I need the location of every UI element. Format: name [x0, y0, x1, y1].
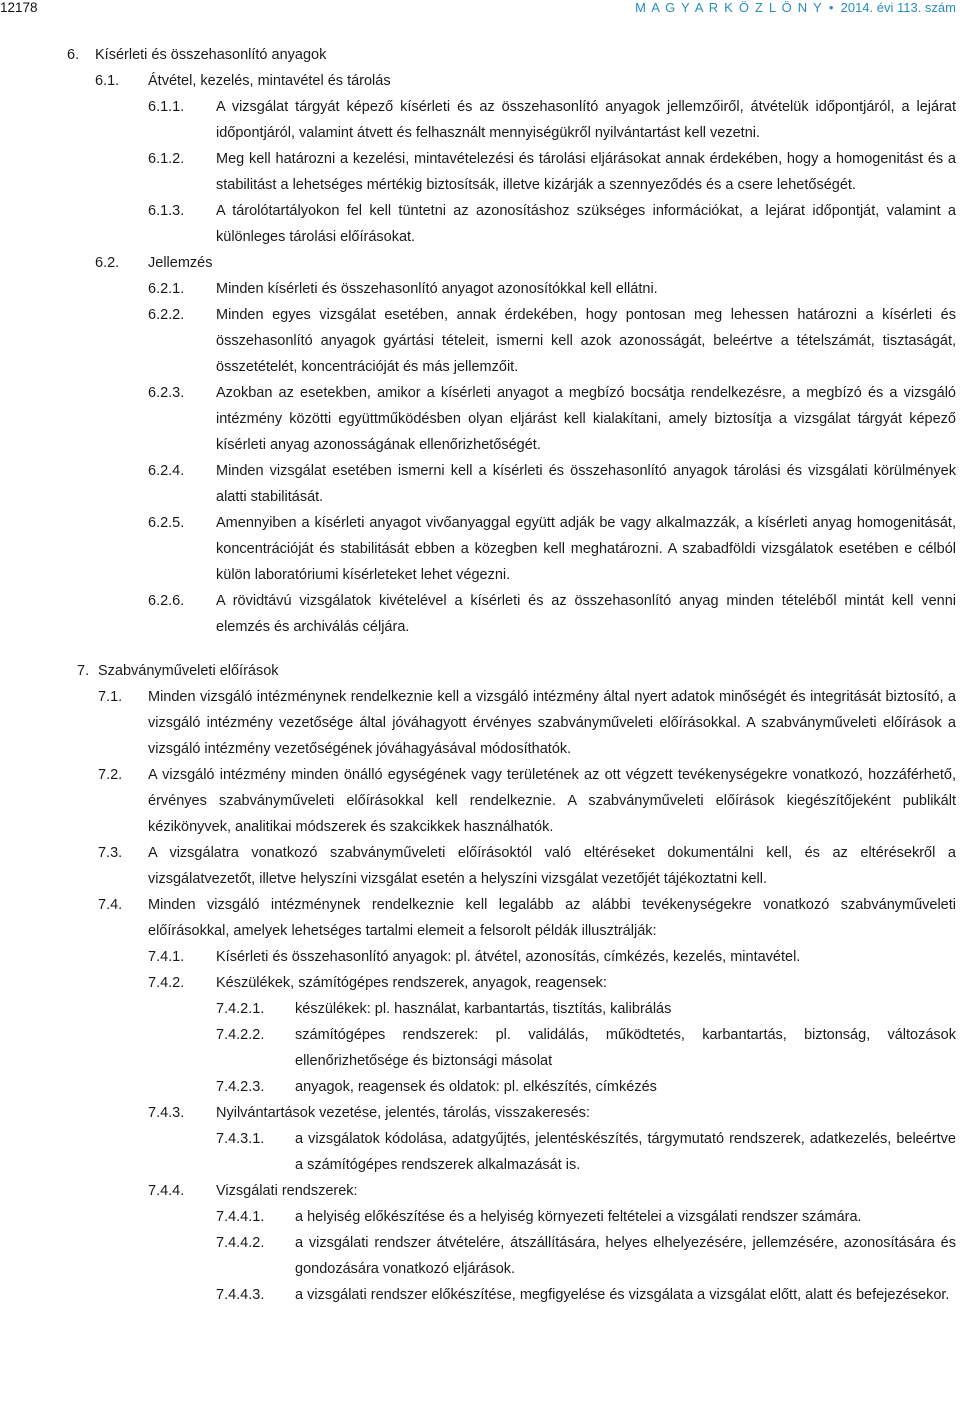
list-item: [0, 1282, 960, 1308]
list-item: [0, 684, 960, 762]
list-item: [0, 1230, 960, 1282]
item-number: 6.1.1.: [148, 99, 185, 115]
list-item: [0, 510, 960, 588]
item-text: Jellemzés: [148, 255, 213, 271]
item-number: 7.4.: [98, 897, 123, 913]
item-number: 7.4.4.3.: [216, 1287, 265, 1303]
item-number: 7.2.: [98, 767, 123, 783]
item-number: 7.4.2.1.: [216, 1001, 265, 1017]
item-text: a vizsgálatok kódolása, adatgyűjtés, jelentéskészítés, tárgymutató rendszerek, adatkezelés, beleértve a számítógépes rendszerek alkalmazását is.: [295, 1131, 956, 1173]
list-item: [0, 276, 960, 302]
item-text: Kísérleti és összehasonlító anyagok: pl. átvétel, azonosítás, címkézés, kezelés, mintavétel.: [216, 949, 801, 965]
item-number: 6.1.2.: [148, 151, 185, 167]
item-text: A vizsgáló intézmény minden önálló egységének vagy területének az ott végzett tevékenységekre vonatkozó, hozzáférhető, érvényes szabványműveleti előírásokkal kell rendelkeznie. A szabványműveleti előírások kiegészítőjeként publikált kézikönyvek, analitikai módszerek és szakcikkek használhatók.: [148, 767, 956, 835]
list-item: [0, 458, 960, 510]
item-number: 6.1.: [95, 73, 120, 89]
list-item: [0, 1100, 960, 1126]
section-gap: [0, 640, 960, 658]
item-number: 7.3.: [98, 845, 123, 861]
document-body: [0, 42, 960, 1308]
item-text: Átvétel, kezelés, mintavétel és tárolás: [148, 73, 391, 89]
header-bullet: •: [828, 0, 835, 15]
running-head: [635, 0, 956, 15]
item-text: Nyilvántartások vezetése, jelentés, tárolás, visszakeresés:: [216, 1105, 590, 1121]
list-item: [0, 658, 960, 684]
list-item: [0, 588, 960, 640]
list-item: [0, 68, 960, 94]
list-item: [0, 840, 960, 892]
item-text: A vizsgálat tárgyát képező kísérleti és az összehasonlító anyagok jellemzőiről, átvételük időpontjáról, a lejárat időpontjáról, valamint átvett és felhasznált mennyiségükről nyilvántartást kell vezetni.: [216, 99, 956, 141]
item-text: készülékek: pl. használat, karbantartás, tisztítás, kalibrálás: [295, 1001, 672, 1017]
item-text: számítógépes rendszerek: pl. validálás, működtetés, karbantartás, biztonság, változások ellenőrizhetősége és biztonsági másolat: [295, 1027, 956, 1069]
item-number: 7.4.2.: [148, 975, 185, 991]
item-text: Minden egyes vizsgálat esetében, annak érdekében, hogy pontosan meg lehessen határozni a kísérleti és összehasonlító anyagok gyártási tételeit, ismerni kell azok azonosságát, beleértve a tételszámát, tisztaságát, összetételét, koncentrációját és más jellemzőit.: [216, 307, 956, 375]
item-text: Meg kell határozni a kezelési, mintavételezési és tárolási eljárásokat annak érdekében, hogy a homogenitást és a stabilitást a lehetséges mértékig biztosítsák, illetve kizárják a szennyeződés és a csere lehetőségét.: [216, 151, 956, 193]
item-text: Azokban az esetekben, amikor a kísérleti anyagot a megbízó bocsátja rendelkezésre, a megbízó és a vizsgáló intézmény közötti együttműködésben olyan eljárást kell kialakítani, amely biztosítja a vizsgálat tárgyát képező kísérleti anyag azonosságának ellenőrizhetőségét.: [216, 385, 956, 453]
list-item: [0, 94, 960, 146]
item-text: Készülékek, számítógépes rendszerek, anyagok, reagensek:: [216, 975, 607, 991]
item-text: Amennyiben a kísérleti anyagot vivőanyaggal együtt adják be vagy alkalmazzák, a kísérleti anyag homogenitását, koncentrációját és stabilitását ebben a közegben kell meghatározni. A szabadföldi vizsgálatok esetében e célból külön laboratóriumi kísérleteket lehet végezni.: [216, 515, 956, 583]
item-number: 7.4.2.2.: [216, 1027, 265, 1043]
item-number: 6.2.5.: [148, 515, 185, 531]
item-text: a vizsgálati rendszer előkészítése, megfigyelése és vizsgálata a vizsgálat előtt, alatt és befejezésekor.: [295, 1287, 950, 1303]
item-number: 6.2.2.: [148, 307, 185, 323]
item-text: A tárolótartályokon fel kell tüntetni az azonosításhoz szükséges információkat, a lejárat időpontját, valamint a különleges tárolási előírásokat.: [216, 203, 956, 245]
item-number: 7.4.4.1.: [216, 1209, 265, 1225]
page-header: [0, 0, 960, 22]
item-number: 6.2.4.: [148, 463, 185, 479]
list-item: [0, 302, 960, 380]
item-number: 6.1.3.: [148, 203, 185, 219]
item-number: 7.4.1.: [148, 949, 185, 965]
item-number: 7.4.3.: [148, 1105, 185, 1121]
list-item: [0, 198, 960, 250]
list-item: [0, 1074, 960, 1100]
list-item: [0, 1022, 960, 1074]
item-number: 7.4.4.2.: [216, 1235, 265, 1251]
list-item: [0, 970, 960, 996]
item-number: 7.4.4.: [148, 1183, 185, 1199]
item-text: Szabványműveleti előírások: [98, 663, 279, 679]
item-text: A vizsgálatra vonatkozó szabványműveleti előírásoktól való eltéréseket dokumentálni kell, és az eltérésekről a vizsgálatvezetőt, illetve helyszíni vizsgálat esetén a helyszíni vizsgálat vezetőjét tájékoztatni kell.: [148, 845, 956, 887]
list-item: [0, 146, 960, 198]
list-item: [0, 892, 960, 944]
item-text: anyagok, reagensek és oldatok: pl. elkészítés, címkézés: [295, 1079, 657, 1095]
item-text: Vizsgálati rendszerek:: [216, 1183, 358, 1199]
page-number: 12178: [0, 0, 38, 15]
item-text: Minden vizsgáló intézménynek rendelkeznie kell a vizsgáló intézmény által nyert adatok minőségét és integritását biztosító, a vizsgáló intézmény vezetősége által jóváhagyott érvényes szabványműveleti előírásokkal. A szabványműveleti előírások a vizsgáló intézmény vezetőségének jóváhagyásával módosíthatók.: [148, 689, 956, 757]
item-text: a vizsgálati rendszer átvételére, átszállítására, helyes elhelyezésére, jellemzésére, azonosítására és gondozására vonatkozó eljárások.: [295, 1235, 956, 1277]
item-number: 7.1.: [98, 689, 123, 705]
item-number: 7.4.2.3.: [216, 1079, 265, 1095]
list-item: [0, 1204, 960, 1230]
item-text: Minden vizsgáló intézménynek rendelkeznie kell legalább az alábbi tevékenységekre vonatkozó szabványműveleti előírásokkal, amelyek lehetséges tartalmi elemeit a felsorolt példák illusztrálják:: [148, 897, 956, 939]
item-number: 6.: [67, 47, 80, 63]
item-text: a helyiség előkészítése és a helyiség környezeti feltételei a vizsgálati rendszer számára.: [295, 1209, 862, 1225]
list-item: [0, 1178, 960, 1204]
issue-number: 2014. évi 113. szám: [840, 0, 956, 15]
item-number: 6.2.3.: [148, 385, 185, 401]
item-number: 6.2.6.: [148, 593, 185, 609]
item-number: 7.: [77, 663, 90, 679]
item-text: Kísérleti és összehasonlító anyagok: [95, 47, 327, 63]
item-number: 7.4.3.1.: [216, 1131, 265, 1147]
item-number: 6.2.: [95, 255, 120, 271]
list-item: [0, 1126, 960, 1178]
item-text: Minden kísérleti és összehasonlító anyagot azonosítókkal kell ellátni.: [216, 281, 658, 297]
journal-title: M A G Y A R K Ö Z L Ö N Y: [635, 0, 823, 15]
list-item: [0, 42, 960, 68]
list-item: [0, 996, 960, 1022]
item-number: 6.2.1.: [148, 281, 185, 297]
item-text: Minden vizsgálat esetében ismerni kell a kísérleti és összehasonlító anyagok tárolási és vizsgálati körülmények alatti stabilitását.: [216, 463, 956, 505]
list-item: [0, 250, 960, 276]
list-item: [0, 762, 960, 840]
item-text: A rövidtávú vizsgálatok kivételével a kísérleti és az összehasonlító anyag minden tételéből mintát kell venni elemzés és archiválás céljára.: [216, 593, 956, 635]
list-item: [0, 944, 960, 970]
list-item: [0, 380, 960, 458]
